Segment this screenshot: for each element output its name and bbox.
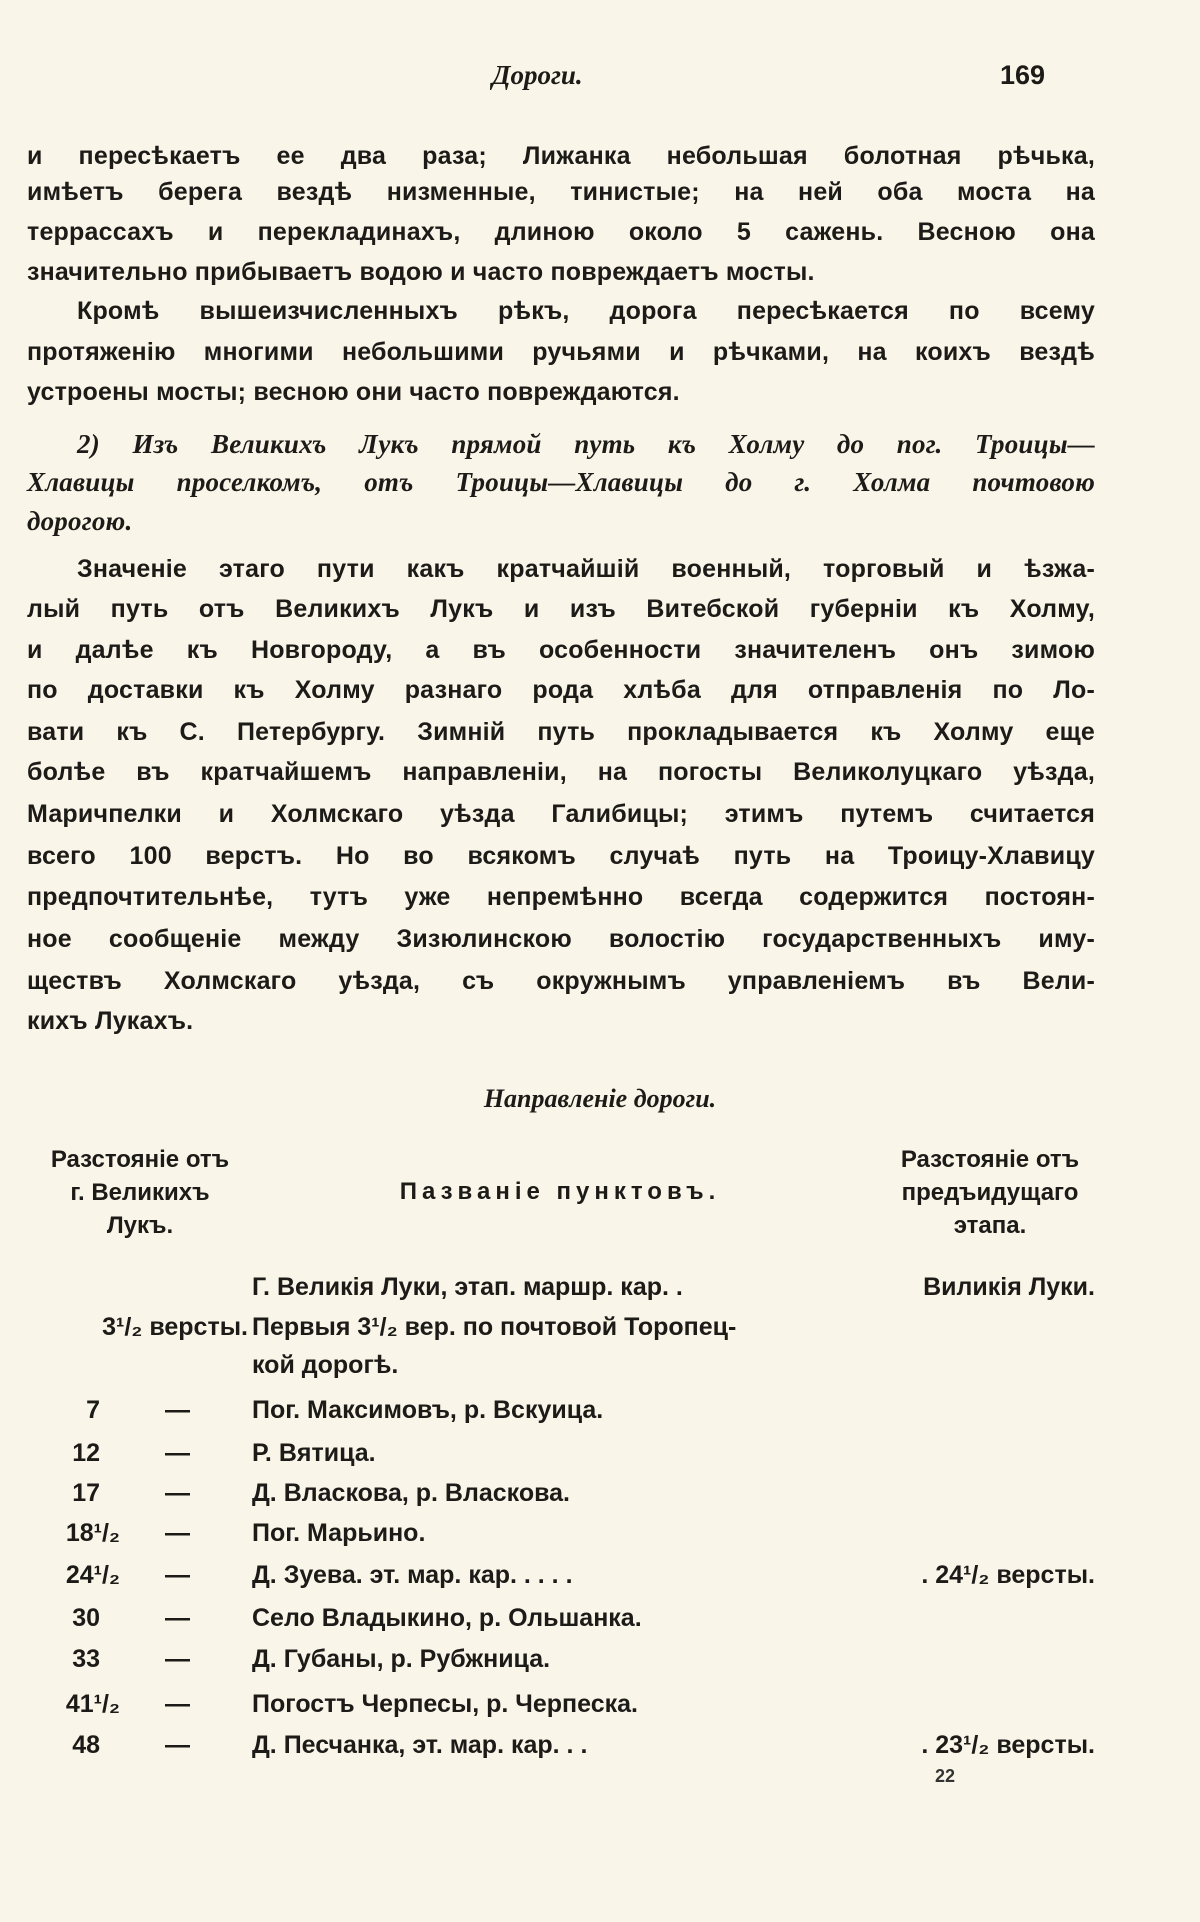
point-name-cell: кой дорогѣ.: [252, 1351, 399, 1379]
column-header-distance-from-previous: [870, 1143, 1110, 1242]
distance-cell: 48: [72, 1731, 100, 1759]
column-header-distance-from-start: [20, 1143, 260, 1242]
point-name-cell: Г. Великія Луки, этап. маршр. кар. .: [252, 1273, 683, 1301]
text-line: по доставки къ Холму разнаго рода хлѣба для отправленія по Ло-: [27, 676, 1095, 704]
running-head: Дороги.: [492, 60, 583, 90]
point-name-cell: Пог. Максимовъ, р. Вскуица.: [252, 1396, 604, 1424]
text-line: ное сообщеніе между Зизюлинскою волостію государственныхъ иму-: [27, 925, 1095, 953]
text-line: протяженію многими небольшими ручьями и рѣчками, на коихъ вездѣ: [27, 338, 1095, 366]
signature-mark: 22: [935, 1766, 956, 1786]
text-line: террассахъ и перекладинахъ, длиною около 5 сажень. Весною она: [27, 218, 1095, 246]
text-line: кихъ Лукахъ.: [27, 1007, 194, 1035]
dash-cell: —: [165, 1396, 190, 1424]
dash-cell: —: [165, 1479, 190, 1507]
text-line: ществъ Холмскаго уѣзда, съ окружнымъ управленіемъ въ Вели-: [27, 967, 1095, 995]
dash-cell: —: [165, 1519, 190, 1547]
stage-distance-cell: Виликія Луки.: [923, 1273, 1095, 1301]
text-line: Маричпелки и Холмскаго уѣзда Галибицы; этимъ путемъ считается: [27, 800, 1095, 828]
text-line: дорогою.: [27, 506, 133, 536]
text-line: болѣе въ кратчайшемъ направленіи, на погосты Великолуцкаго уѣзда,: [27, 758, 1095, 786]
dash-cell: —: [165, 1645, 190, 1673]
distance-cell: 41¹/₂: [65, 1690, 120, 1718]
point-name-cell: Д. Зуева. эт. мар. кар. . . . .: [252, 1561, 573, 1589]
stage-distance-cell: . 23¹/₂ версты.: [921, 1731, 1095, 1759]
point-name-cell: Село Владыкино, р. Ольшанка.: [252, 1604, 642, 1632]
point-name-cell: Д. Губаны, р. Рубжница.: [252, 1645, 551, 1673]
point-name-cell: Первыя 3¹/₂ вер. по почтовой Торопец-: [252, 1313, 737, 1341]
header-line: предъидущаго: [901, 1179, 1079, 1206]
distance-cell: 17: [72, 1479, 100, 1507]
distance-cell: 18¹/₂: [65, 1519, 120, 1547]
point-name-cell: Погостъ Черпесы, р. Черпеска.: [252, 1690, 638, 1718]
column-header-point-names: Пазваніе пунктовъ.: [399, 1178, 721, 1205]
text-line: лый путь отъ Великихъ Лукъ и изъ Витебской губерніи къ Холму,: [27, 595, 1095, 623]
header-line: г. Великихъ: [70, 1179, 210, 1206]
section-title: Направленіе дороги.: [483, 1084, 717, 1113]
point-name-cell: Р. Вятица.: [252, 1439, 376, 1467]
distance-cell: 24¹/₂: [65, 1561, 120, 1589]
dash-cell: —: [165, 1561, 190, 1589]
header-line: этапа.: [953, 1212, 1027, 1239]
dash-cell: —: [165, 1439, 190, 1467]
header-line: Лукъ.: [106, 1212, 174, 1239]
text-line: 2) Изъ Великихъ Лукъ прямой путь къ Холму до пог. Троицы—: [77, 429, 1095, 459]
distance-cell: 12: [72, 1439, 100, 1467]
text-line: устроены мосты; весною они часто повреждаются.: [27, 378, 680, 406]
text-line: имѣетъ берега вездѣ низменные, тинистые; на ней оба моста на: [27, 178, 1095, 206]
point-name-cell: Д. Власкова, р. Власкова.: [252, 1479, 570, 1507]
point-name-cell: Пог. Марьино.: [252, 1519, 426, 1547]
text-line: всего 100 верстъ. Но во всякомъ случаѣ путь на Троицу-Хлавицу: [27, 842, 1095, 870]
text-line: Хлавицы проселкомъ, отъ Троицы—Хлавицы до г. Холма почтовою: [27, 467, 1095, 497]
page-number: 169: [1000, 60, 1046, 90]
dash-cell: —: [165, 1604, 190, 1632]
point-name-cell: Д. Песчанка, эт. мар. кар. . .: [252, 1731, 588, 1759]
dash-cell: —: [165, 1690, 190, 1718]
distance-cell: 3¹/₂ версты.: [102, 1313, 248, 1341]
header-line: Разстояніе отъ: [50, 1146, 230, 1173]
text-line: значительно прибываетъ водою и часто повреждаетъ мосты.: [27, 258, 815, 286]
distance-cell: 30: [72, 1604, 100, 1632]
stage-distance-cell: . 24¹/₂ версты.: [921, 1561, 1095, 1589]
text-line: и пересѣкаетъ ее два раза; Лижанка небольшая болотная рѣчька,: [27, 142, 1095, 170]
text-line: вати къ С. Петербургу. Зимній путь прокладывается къ Холму еще: [27, 718, 1095, 746]
dash-cell: —: [165, 1731, 190, 1759]
distance-cell: 7: [86, 1396, 100, 1424]
text-line: Значеніе этаго пути какъ кратчайшій военный, торговый и ѣзжа-: [77, 555, 1095, 583]
text-line: предпочтительнѣе, тутъ уже непремѣнно всегда содержится постоян-: [27, 883, 1095, 911]
text-line: Кромѣ вышеизчисленныхъ рѣкъ, дорога пересѣкается по всему: [77, 297, 1095, 325]
text-line: и далѣе къ Новгороду, а въ особенности значителенъ онъ зимою: [27, 636, 1095, 664]
header-line: Разстояніе отъ: [900, 1146, 1080, 1173]
distance-cell: 33: [72, 1645, 100, 1673]
